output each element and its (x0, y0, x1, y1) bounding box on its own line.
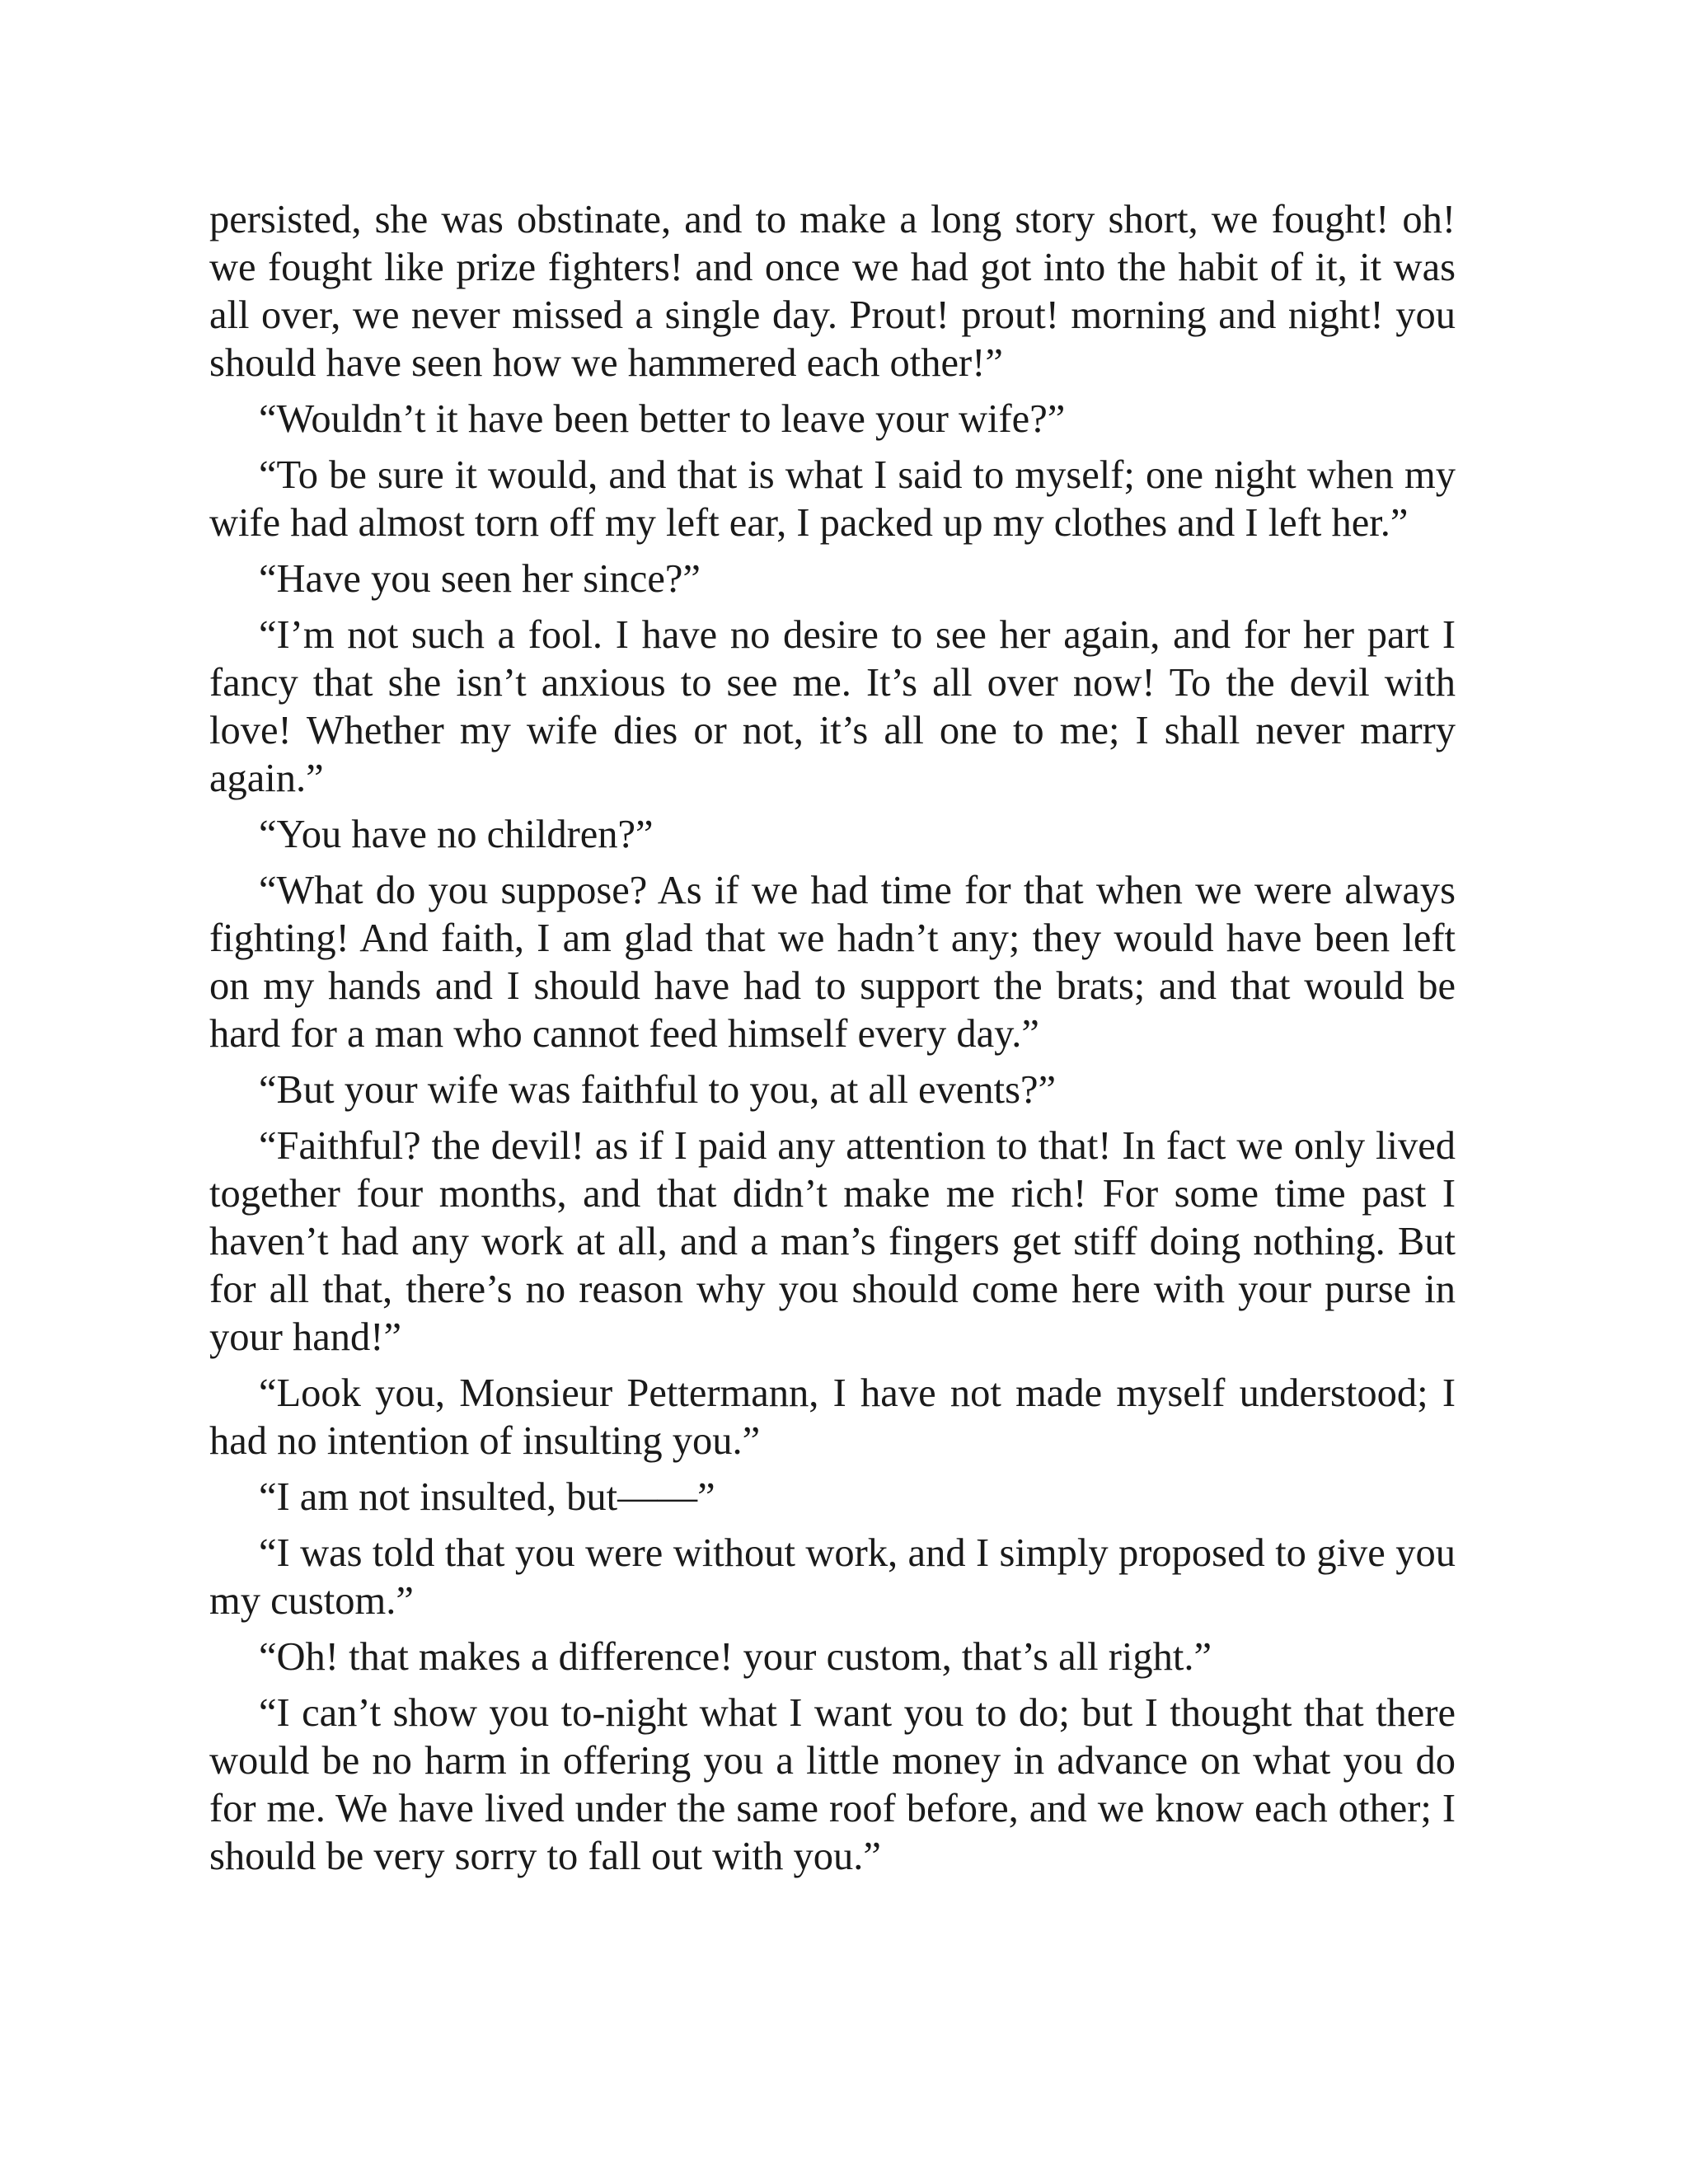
paragraph: “Wouldn’t it have been better to leave your wife?” (259, 397, 1066, 441)
paragraph: “Look you, Monsieur Pettermann, I have not made myself understood; I had no intention of insulting you.” (209, 1371, 1456, 1463)
paragraph: “I’m not such a fool. I have no desire to see her again, and for her part I fancy that she isn’t anxious to see me. It’s all over now! To the devil with love! Whether my wife dies or not, it’s all one to me; I shall never marry again.” (209, 613, 1456, 800)
paragraph: “Faithful? the devil! as if I paid any attention to that! In fact we only lived together four months, and that didn’t make me rich! For some time past I haven’t had any work at all, and a man’s fingers get stiff doing nothing. But for all that, there’s no reason why you should come here with your purse in your hand!” (209, 1124, 1456, 1359)
paragraph: “What do you suppose? As if we had time for that when we were always fighting! And faith, I am glad that we hadn’t any; they would have been left on my hands and I should have had to support the brats; and that would be hard for a man who cannot feed himself every day.” (209, 869, 1456, 1056)
paragraph: “Oh! that makes a difference! your custom, that’s all right.” (259, 1635, 1212, 1679)
paragraph: “I am not insulted, but——” (259, 1475, 715, 1519)
book-page (209, 196, 1456, 1889)
paragraph-continuation: persisted, she was obstinate, and to make a long story short, we fought! oh! we fought like prize fighters! and once we had got into the habit of it, it was all over, we never missed a single day. Prout! prout! morning and night! you should have seen how we hammered each other!” (209, 198, 1456, 385)
paragraph: “Have you seen her since?” (259, 557, 701, 601)
paragraph: “You have no children?” (259, 813, 654, 856)
paragraph: “I can’t show you to-night what I want you to do; but I thought that there would be no harm in offering you a little money in advance on what you do for me. We have lived under the same roof before, and we know each other; I should be very sorry to fall out with you.” (209, 1691, 1456, 1878)
paragraph: “To be sure it would, and that is what I said to myself; one night when my wife had almost torn off my left ear, I packed up my clothes and I left her.” (209, 453, 1456, 545)
paragraph: “But your wife was faithful to you, at all events?” (259, 1068, 1057, 1112)
paragraph: “I was told that you were without work, and I simply proposed to give you my custom.” (209, 1531, 1456, 1623)
